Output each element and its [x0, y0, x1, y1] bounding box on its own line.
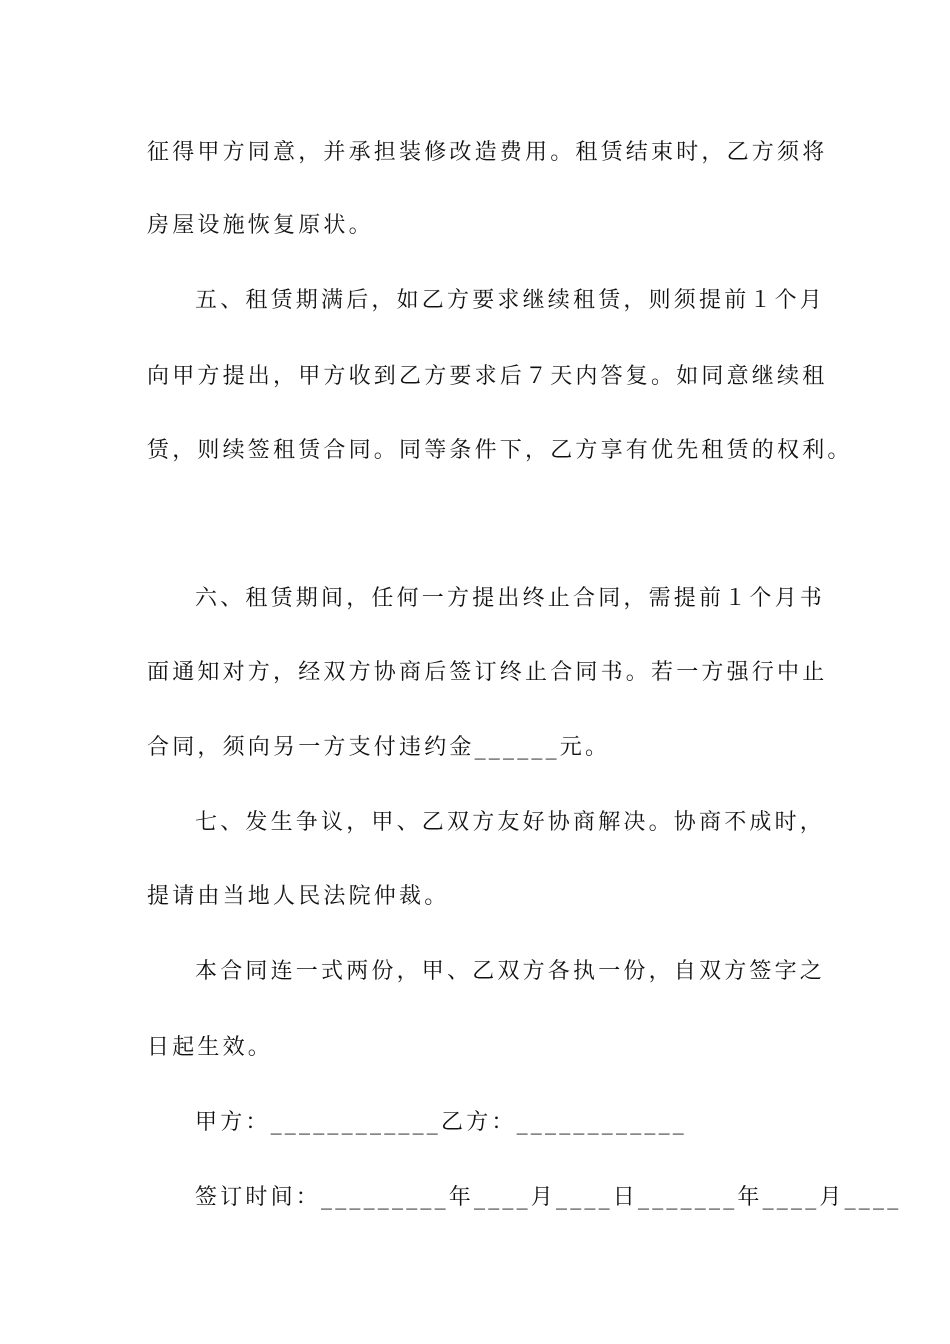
sign-date-line: 签订时间：_________年____月____日_______年____月____ — [195, 1185, 902, 1210]
clause-5-line-1: 五、租赁期满后，如乙方要求继续租赁，则须提前１个月 — [195, 288, 826, 313]
clause-6-line-3: 合同，须向另一方支付违约金______元。 — [147, 735, 611, 760]
clause-7-line-2: 提请由当地人民法院仲裁。 — [147, 884, 450, 909]
clause-7-line-1: 七、发生争议，甲、乙双方友好协商解决。协商不成时， — [195, 810, 826, 835]
clause-4-line-2: 征得甲方同意，并承担装修改造费用。租赁结束时，乙方须将 — [147, 140, 828, 165]
clause-5-line-2: 向甲方提出，甲方收到乙方要求后７天内答复。如同意继续租 — [147, 364, 828, 389]
effective-line-1: 本合同连一式两份，甲、乙双方各执一份，自双方签字之 — [195, 959, 826, 984]
clause-5-line-3: 赁，则续签租赁合同。同等条件下，乙方享有优先租赁的权利。 — [147, 438, 853, 463]
effective-line-2: 日起生效。 — [147, 1035, 274, 1060]
clause-4-line-3: 房屋设施恢复原状。 — [147, 213, 374, 238]
signature-line: 甲方：____________乙方：____________ — [195, 1110, 688, 1135]
clause-6-line-1: 六、租赁期间，任何一方提出终止合同，需提前１个月书 — [195, 586, 826, 611]
clause-6-line-2: 面通知对方，经双方协商后签订终止合同书。若一方强行中止 — [147, 660, 828, 685]
